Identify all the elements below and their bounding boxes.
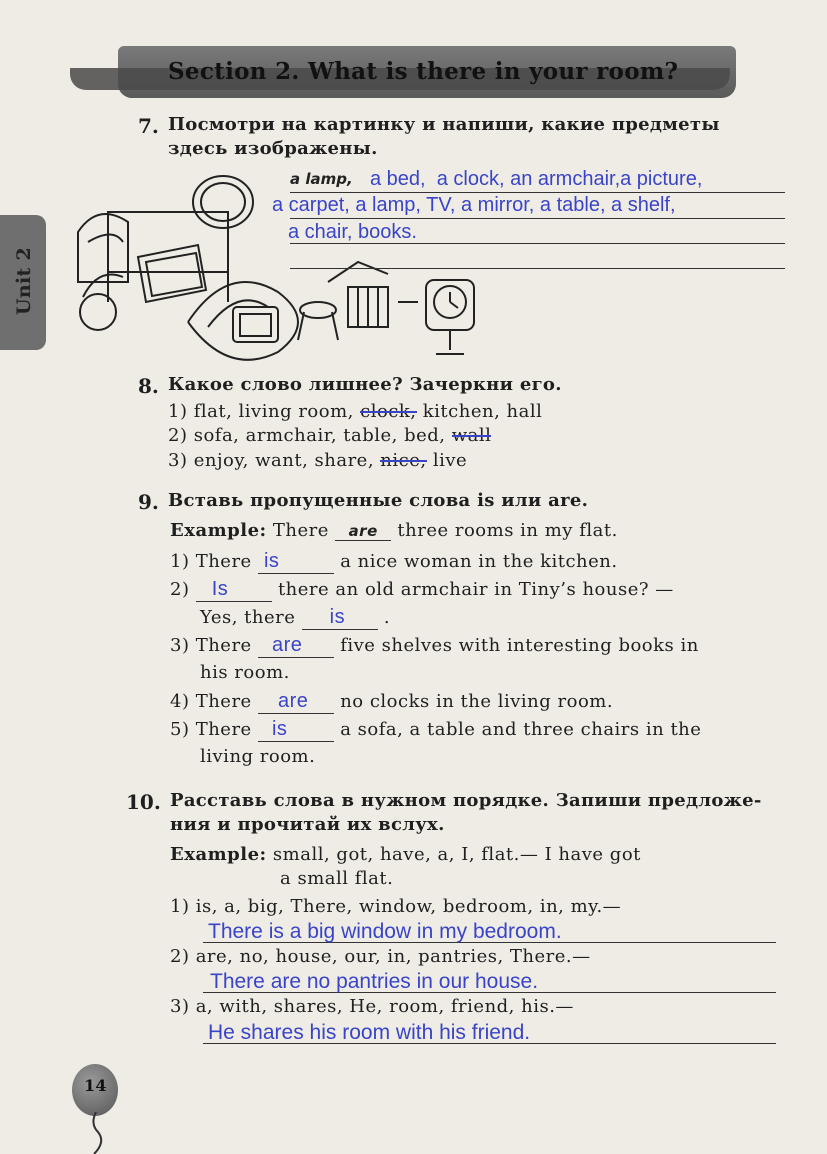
ex7-number: 7.	[138, 114, 159, 138]
ex9-item2-answer: Is	[196, 578, 272, 602]
page-number: 14	[84, 1076, 107, 1095]
ex9-example: Example: There are three rooms in my flat.	[170, 520, 618, 541]
ex7-answer-line2: a carpet, a lamp, TV, a mirror, a table, a shelf,	[272, 194, 676, 216]
ex9-item-5-cont: living room.	[200, 746, 316, 767]
ex9-item-5: 5) There is a sofa, a table and three chairs in the	[170, 718, 702, 740]
ex10-item-1-question: 1) is, a, big, There, window, bedroom, in, my.—	[170, 896, 622, 917]
ex10-instruction-line2: ния и прочитай их вслух.	[170, 814, 445, 835]
ex9-item-3-cont: his room.	[200, 662, 290, 683]
ex10-example: Example: small, got, have, a, I, flat.— I have got	[170, 844, 641, 865]
ex7-answer-line-4	[290, 268, 785, 269]
ex10-item-1-answer: There is a big window in my bedroom.	[208, 920, 562, 943]
ex9-number: 9.	[138, 490, 159, 514]
ex9-item-2: 2) Is there an old armchair in Tiny’s house? —	[170, 578, 674, 600]
ex10-item-3-answer: He shares his room with his friend.	[208, 1021, 531, 1044]
ex8-item-1: 1) flat, living room, clock, kitchen, hall	[168, 401, 543, 422]
ex8-item-2: 2) sofa, armchair, table, bed, wall	[168, 425, 492, 446]
ex9-item-2b: Yes, there is .	[200, 606, 391, 628]
ex9-item-4: 4) There are no clocks in the living room.	[170, 690, 614, 712]
lamp-icon	[80, 294, 116, 330]
section-title: Section 2. What is there in your room?	[168, 58, 679, 85]
clock-icon	[426, 280, 474, 330]
ex9-item-1: 1) There is a nice woman in the kitchen.	[170, 550, 618, 572]
ex10-example-cont: a small flat.	[280, 868, 394, 889]
unit-tab-label: Unit 2	[13, 246, 36, 316]
ex7-answer-line1: a bed, a clock, an armchair,a picture,	[370, 168, 703, 190]
ex9-item-3: 3) There are five shelves with interesting books in	[170, 634, 699, 656]
ex8-number: 8.	[138, 374, 159, 398]
ex10-item-3-question: 3) a, with, shares, He, room, friend, his.—	[170, 996, 574, 1017]
ex7-answer-line3: a chair, books.	[288, 221, 417, 243]
ex8-item-3: 3) enjoy, want, share, nice, live	[168, 450, 468, 471]
ex9-item3-answer: are	[258, 634, 334, 658]
carpet-icon	[188, 282, 298, 360]
ex7-instruction-line2: здесь изображены.	[168, 138, 378, 159]
ex7-answer-line-1	[290, 192, 785, 193]
ex9-item2b-answer: is	[302, 606, 378, 630]
ex9-item5-answer: is	[258, 718, 334, 742]
ex7-example-word: a lamp,	[290, 170, 353, 188]
ex10-item-2-answer: There are no pantries in our house.	[210, 970, 539, 993]
ex9-item1-answer: is	[258, 550, 334, 574]
ex7-instruction-line1: Посмотри на картинку и напиши, какие предметы	[168, 114, 720, 135]
ex7-answer-line-2	[290, 218, 785, 219]
ex9-instruction: Вставь пропущенные слова is или are.	[168, 490, 589, 511]
chair-icon	[300, 302, 336, 318]
ex10-number: 10.	[126, 790, 161, 814]
ex10-item-2-question: 2) are, no, house, our, in, pantries, There.—	[170, 946, 591, 967]
ex9-item4-answer: are	[258, 690, 334, 714]
ex8-instruction: Какое слово лишнее? Зачеркни его.	[168, 374, 562, 395]
balloon-string-icon	[82, 1112, 112, 1154]
ex10-instruction-line1: Расставь слова в нужном порядке. Запиши предложе-	[170, 790, 762, 811]
